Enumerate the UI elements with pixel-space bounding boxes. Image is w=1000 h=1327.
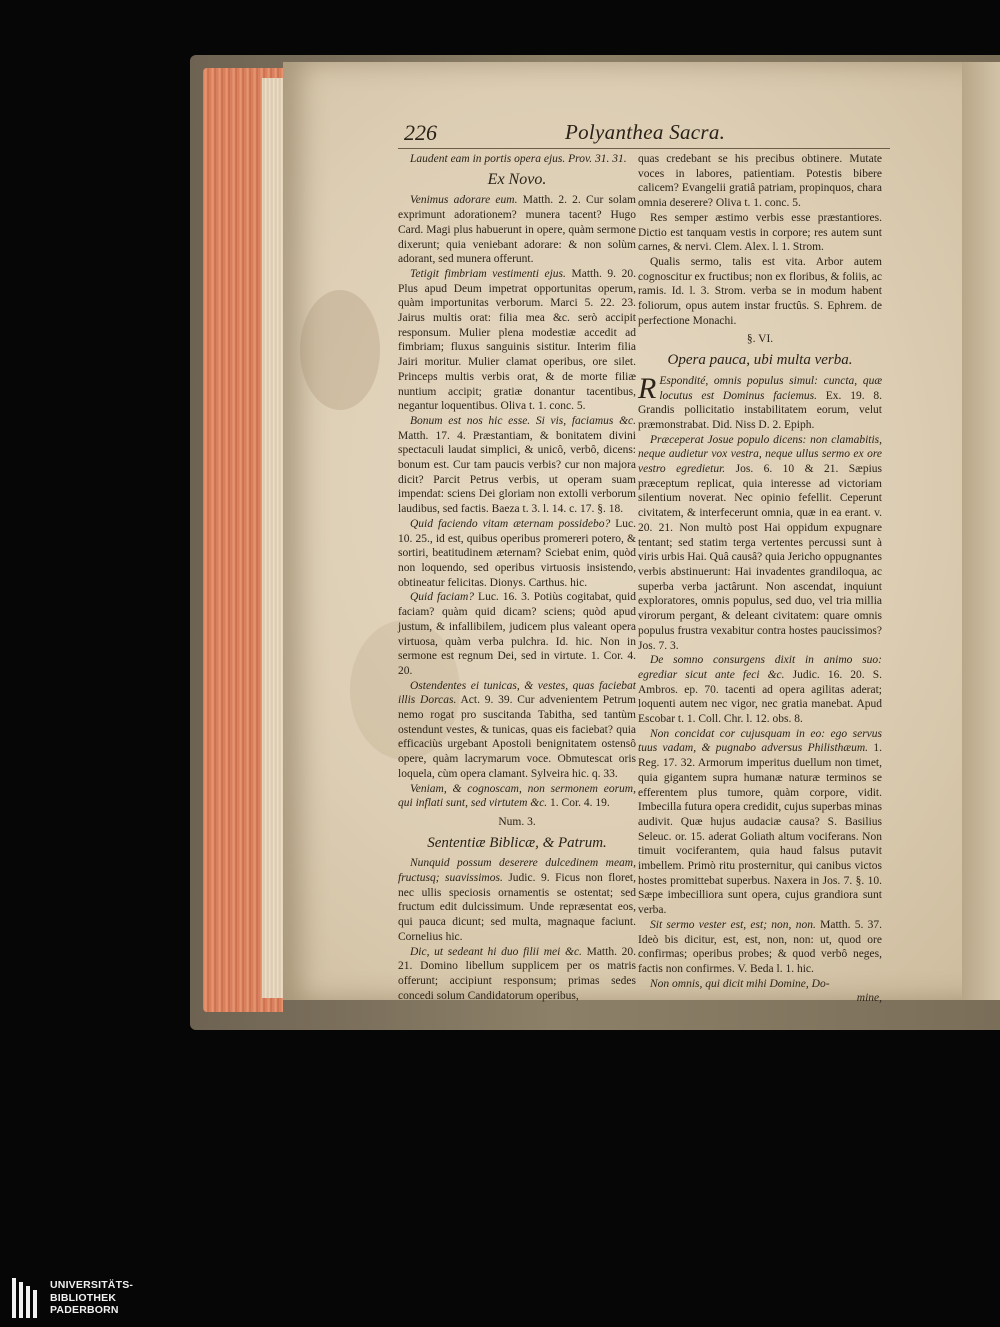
page-number: 226 — [404, 120, 437, 145]
paragraph-text: 1. Reg. 17. 32. Armorum imperitus duellum non timet, quia gigantem supra humanæ naturæ terminos se efferentem plus tumore, quàm corpore, vidit. Imbecilla futura opera credidit, cujus superbas minas audivit. Quæ hujus audaciæ causa? S. Basilius Seleuc. or. 15. aderat Goliath altum vociferans. Non timuit vociferantem, quia haud falsus putavit imbellem. Primò ritu prosternitur, qui canibus victos hostes promittebat superbus. Naxera in Jos. 7. §. 10. Sæpe imbecilliora sunt opera, cujus grandiora sunt verba. — [638, 742, 883, 917]
header-rule — [398, 148, 890, 149]
paragraph-text: Matth. 2. 2. Cur solam exprimunt adorationem? munera tacent? Hugo Card. Magi plus habuerunt in opere, quàm sermone dixerunt; quia veniebant adorare: & non solùm adorant, sed munera offerunt. — [398, 194, 637, 266]
paragraph-text: Luc. 10. 25., id est, quibus operibus promereri potero, & sortiri, beatitudinem æternam? Sciebat enim, quòd non loquendo, sed operibus virtuosis insistendo, obtineatur felicitas. Dionys. Carthus. hic. — [398, 517, 636, 589]
paragraph-text: Jos. 6. 10 & 21. Sæpius præceptum replicat, quia interesse ad victoriam silentium noverat. Nec opinio fefellit. Ceperunt civitatem, & interfecerunt omnia, quæ in ea erant. v. 20. 21. Non multò post Hai oppidum expugnare tentant; sed statim terga vertentes percussi sunt à viris urbis Hai. Quâ causâ? quia Jericho oppugnantes verbis abstinuerunt: Hai invadentes grandiloqua, ac superba verba jactârunt. Non ascendat, inquiunt exploratores, omnis populus, sed duo, vel tria millia virorum pergant, & deleant civitatem: quare omnis populus frustra vexabitur contra hostes paucissimos? Jos. 7. 3. — [638, 463, 883, 652]
right-column — [638, 152, 882, 1006]
facing-page-edge — [962, 62, 1000, 1000]
paragraph: quas credebant se his precibus obtinere. Mutate voces in labores, patientiam. Potestis bibere calicem? Evangelii gratiâ patriam, propinquos, chara omnia deserere? Oliva t. 1. conc. 5. — [638, 153, 882, 210]
lemma: Bonum est nos hic esse. Si vis, faciamus &c. — [410, 414, 636, 427]
paragraph-text: Matth. 20. 21. Domino libellum supplicem per os matris offerunt; accipiunt responsum; primas sedes concedi solum Candidatorum operibus, — [398, 945, 636, 1002]
lemma: Nunquid possum deserere dulcedinem meam, fructusq; suavissimos. — [398, 857, 636, 885]
library-name-line1: UNIVERSITÄTS- — [50, 1279, 134, 1292]
library-name-line2: BIBLIOTHEK — [50, 1291, 117, 1304]
catchword: mine, — [856, 992, 882, 1005]
library-logo — [12, 1277, 133, 1319]
paragraph — [398, 945, 636, 1004]
paragraph-text: Luc. 16. 3. Potiùs cogitabat, quid faciam? quàm quid dicam? sciens; quòd apud justum, & infallibilem, judicem plus valeant opera virtuosa, quàm verba pulchra. Id. hic. Non in sermone est regnum Dei, sed in virtute. 1. Cor. 4. 20. — [398, 591, 636, 677]
paragraph-text: Matth. 17. 4. Præstantiam, & bonitatem divini spectaculi laudat simplici, & unicô, verbô, dicens: bonum est. Cur tam paucis verbis? cur non majora dicit? Parcit Petrus verbis, ut operam suam impendat: sciens Dei gloriam non extolli verborum laudibus, sed factis. Baeza t. 3. l. 14. c. 17. §. 18. — [398, 429, 636, 516]
paragraph-text: Judic. 9. Ficus non floret, nec ullis speciosis ornamentis se ostentat; sed fructum edit dulcissimum. Unde repræsentat eos, qui pauca dicunt; sed multa, magnaque faciunt. Cornelius hic. — [398, 872, 636, 943]
lemma: Non concidat cor cujusquam in eo: ego servus tuus vadam, & pugnabo adversus Philisthæum. — [638, 727, 882, 755]
lemma: De somno consurgens dixit in animo suo: egrediar sicut ante feci &c. — [638, 654, 882, 681]
opening-quote: Laudent eam in portis opera ejus. Prov. 31. 31. — [410, 153, 627, 165]
paragraph — [398, 414, 636, 517]
paragraph — [638, 918, 882, 977]
left-column — [398, 152, 636, 1003]
lemma: Ostendentes ei tunicas, & vestes, quas faciebat illis Dorcas. — [398, 679, 636, 707]
library-mark-icon — [12, 1278, 42, 1318]
lemma: Dic, ut sedeant hi duo filii mei &c. — [410, 945, 582, 958]
paragraph — [638, 433, 882, 654]
lemma: Quid faciendo vitam æternam possidebo? — [410, 517, 611, 530]
lemma: Quid faciam? — [410, 591, 475, 604]
lemma: Præceperat Josue populo dicens: non clamabitis, neque audietur vox vestra, neque ullus sermo ex ore vestro egredietur. — [638, 433, 882, 476]
heading-sententiae: Sententiæ Biblicæ, & Patrum. — [427, 834, 607, 851]
paragraph — [398, 590, 636, 678]
section-mark: §. VI. — [746, 333, 774, 346]
num-label: Num. 3. — [498, 815, 536, 828]
paragraph — [398, 517, 636, 591]
lemma: Tetigit fimbriam vestimenti ejus. — [410, 267, 566, 280]
drop-capital: R — [638, 371, 657, 405]
paragraph: Non omnis, qui dicit mihi Domine, Do- — [650, 977, 830, 990]
paragraph — [398, 679, 636, 782]
lemma: Venimus adorare eum. — [410, 194, 518, 207]
paragraph: Qualis sermo, talis est vita. Arbor autem cognoscitur ex fructibus; non ex floribus, & foliis, ac ramis. Id. l. 3. Strom. verba se in modum habent foliorum, opus autem instar fructûs. S. Ephrem. de perfectione Monachi. — [638, 255, 883, 327]
paragraph — [398, 267, 636, 414]
paragraph-text: Matth. 5. 37. Ideò bis dicitur, est, est, non, non: ut, quod ore confirmas; operibus probes; & quod verbô neges, factis non confirmes. V. Beda l. 1. hic. — [638, 918, 882, 975]
paragraph — [638, 727, 882, 918]
paragraph-text: Act. 9. 39. Cur advenientem Petrum nemo rogat pro suscitanda Tabitha, sed tantùm ostendunt vestes, & tunicas, quas eis faciebat? quia efficaciùs urgebant Apostoli benignitatem ostensô opere, quàm lacrymarum voce. Obmutescat oris loquela, cùm opera clamant. Sylveira hic. q. 33. — [398, 694, 636, 780]
paragraph — [638, 371, 883, 433]
section-title: Opera pauca, ubi multa verba. — [667, 352, 853, 369]
lemma: Espondité, omnis populus simul: cuncta, quæ locutus est Dominus faciemus. — [659, 374, 882, 402]
paragraph-text: Judic. 16. 20. S. Ambros. ep. 70. tacenti ad opera agilitas aderat; loquenti autem nec vigor, nec gratia manebat. Apud Escobar t. 1. Coll. Chr. l. 12. obs. 8. — [638, 668, 883, 726]
library-name-line3: PADERBORN — [50, 1304, 119, 1317]
paragraph — [398, 856, 636, 944]
paragraph-text: Matth. 9. 20. Plus apud Deum impetrat opportunitas operum, quàm importunitas verborum. Marci 5. 22. 23. Jairus multis orat: filia mea &c. serò accipit responsum. Mulier plena modestiæ accedit ad fimbriam; fluxus sanguinis sistitur. Interim filia Jairi moritur. Mulier clamat operibus, ore silet. Princeps multis verbis orat, & de morte filiæ nuntium accipit; gratiæ donantur tacentibus, negantur loquentibus. Oliva t. 1. conc. 5. — [398, 267, 636, 413]
heading-ex-novo: Ex Novo. — [487, 170, 547, 188]
paragraph — [398, 193, 636, 267]
paper-stain — [300, 290, 380, 410]
library-name — [50, 1279, 133, 1317]
lemma: Veniam, & cognoscam, non sermonem eorum, qui inflati sunt, sed virtutem &c. — [398, 782, 636, 810]
lemma: Sit sermo vester est, est; non, non. — [650, 918, 816, 931]
paragraph — [398, 782, 636, 811]
paragraph-text: Ex. 19. 8. Grandis pollicitatio instabilitatem eorum, velut præmonstrabat. Did. Niss D. 2. Epiph. — [638, 389, 883, 431]
paragraph: Res semper æstimo verbis esse præstantiores. Dictio est tanquam vestis in corpore; res autem sunt carnes, & nervi. Clem. Alex. l. 1. Strom. — [638, 211, 882, 254]
paragraph — [638, 653, 882, 727]
paragraph-text: 1. Cor. 4. 19. — [550, 797, 610, 810]
running-head: Polyanthea Sacra. — [565, 120, 726, 144]
